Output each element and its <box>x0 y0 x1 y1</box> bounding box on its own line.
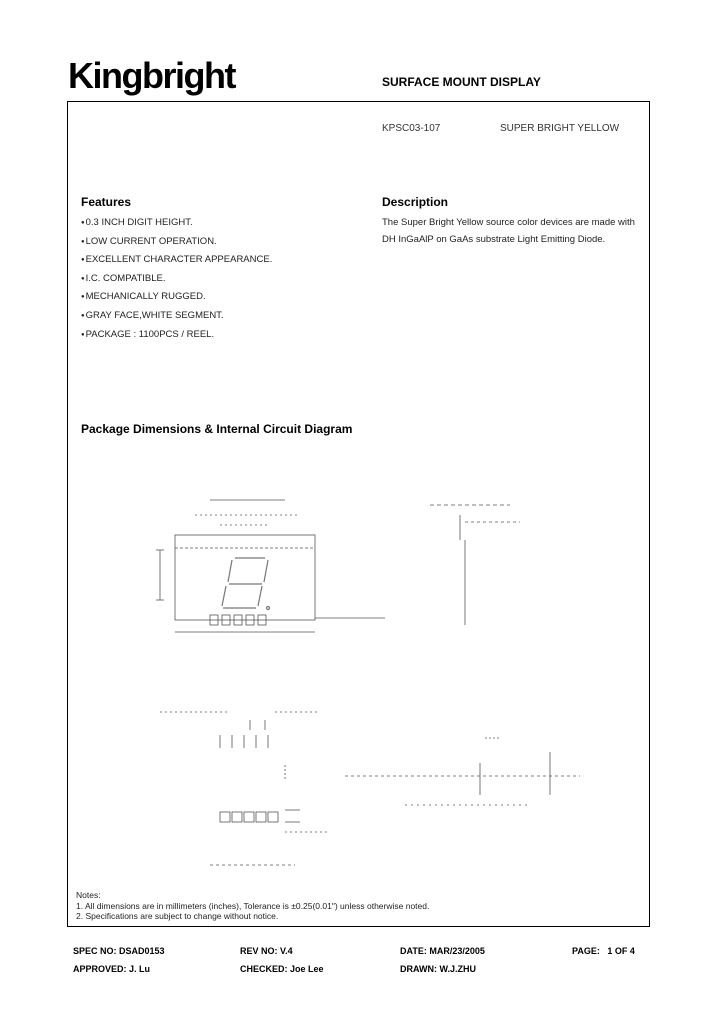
feature-item: ● 0.3 INCH DIGIT HEIGHT. <box>81 214 272 233</box>
feature-item: ● PACKAGE : 1100PCS / REEL. <box>81 326 272 345</box>
kingbright-logo: Kingbright <box>68 55 235 96</box>
description-text: The Super Bright Yellow source color devices are made with DH InGaAlP on GaAs substrate Light Emitting Diode. <box>382 217 635 245</box>
note-item: 1. All dimensions are in millimeters (inches), Tolerance is ±0.25(0.01") unless otherwise noted. <box>76 900 430 911</box>
package-title: Package Dimensions & Internal Circuit Diagram <box>81 422 353 436</box>
page-number: PAGE: 1 OF 4 <box>572 946 635 956</box>
revision-number: REV NO: V.4 <box>240 946 293 956</box>
drawn-by: DRAWN: W.J.ZHU <box>400 964 476 974</box>
document-type: SURFACE MOUNT DISPLAY <box>382 75 541 89</box>
checked-by: CHECKED: Joe Lee <box>240 964 324 974</box>
part-number: KPSC03-107 <box>382 123 441 134</box>
feature-item: ● I.C. COMPATIBLE. <box>81 270 272 289</box>
note-item: 2. Specifications are subject to change without notice. <box>76 911 279 921</box>
product-color: SUPER BRIGHT YELLOW <box>500 123 620 134</box>
feature-item: ● EXCELLENT CHARACTER APPEARANCE. <box>81 251 272 270</box>
features-list <box>81 214 272 344</box>
spec-number: SPEC NO: DSAD0153 <box>73 946 165 956</box>
feature-item: ● GRAY FACE,WHITE SEGMENT. <box>81 307 272 326</box>
feature-item: ● MECHANICALLY RUGGED. <box>81 288 272 307</box>
notes-title: Notes: <box>76 890 101 900</box>
feature-item: ● LOW CURRENT OPERATION. <box>81 233 272 252</box>
features-title: Features <box>81 195 132 209</box>
notes <box>76 890 429 922</box>
document-date: DATE: MAR/23/2005 <box>400 946 485 956</box>
description-title: Description <box>382 195 449 209</box>
approved-by: APPROVED: J. Lu <box>73 964 151 974</box>
package-dimensions-diagram <box>150 480 590 870</box>
